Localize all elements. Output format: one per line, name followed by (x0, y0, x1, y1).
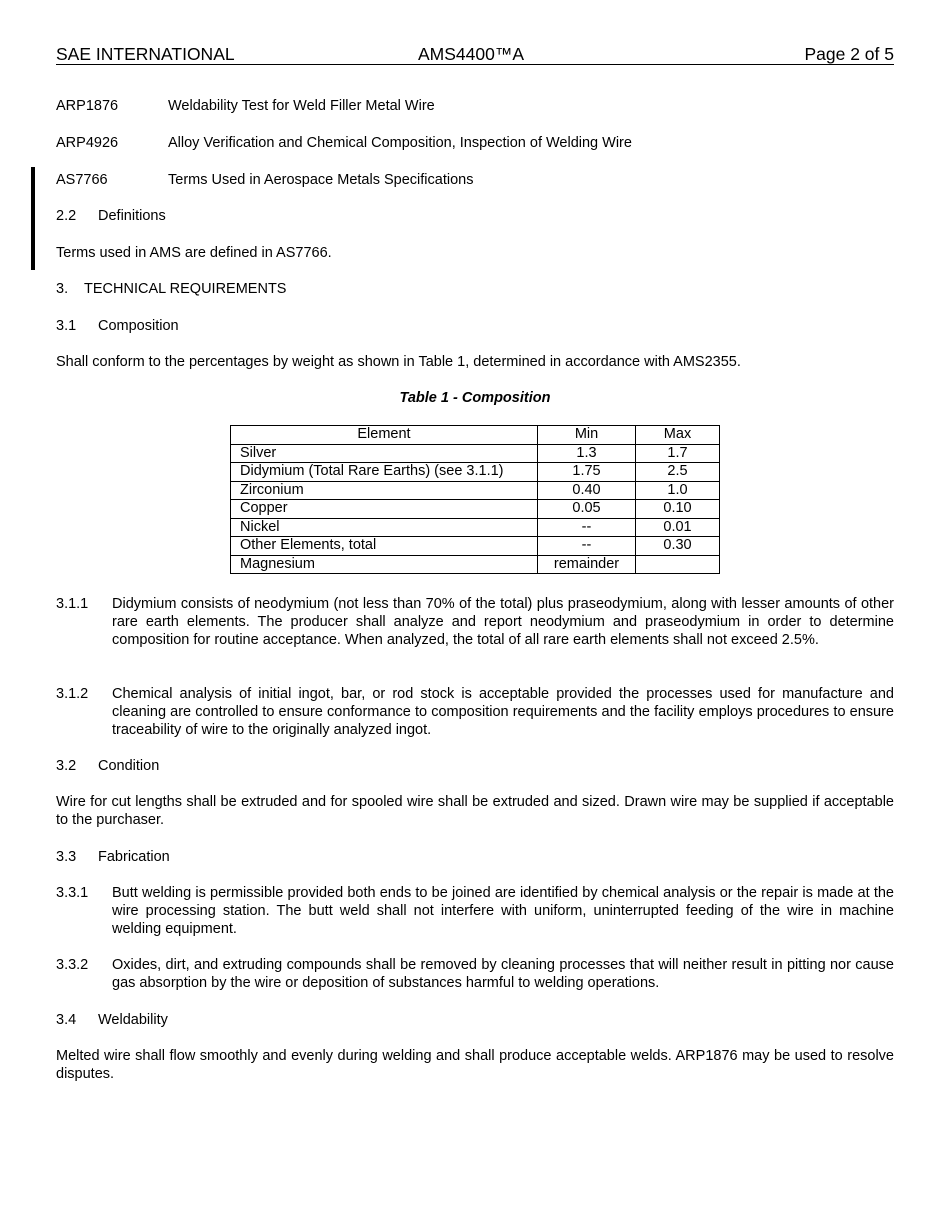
cell-max: 2.5 (636, 463, 720, 482)
column-header-max: Max (636, 426, 720, 445)
table-row (231, 537, 720, 556)
cell-element: Magnesium (231, 555, 538, 574)
composition-table (230, 425, 720, 574)
cell-max: 0.10 (636, 500, 720, 519)
page-header (56, 44, 894, 65)
cell-max (636, 555, 720, 574)
section-heading-3 (56, 280, 286, 298)
cell-min: remainder (538, 555, 636, 574)
cell-element: Other Elements, total (231, 537, 538, 556)
cell-min: 1.75 (538, 463, 636, 482)
paragraph-number: 3.3.2 (56, 957, 89, 973)
table-row (231, 555, 720, 574)
section-heading-3-3 (56, 848, 170, 866)
section-number: 3.1 (56, 318, 77, 334)
reference-title: Alloy Verification and Chemical Composition, Inspection of Welding Wire (168, 135, 632, 151)
reference-title: Terms Used in Aerospace Metals Specifications (168, 172, 474, 188)
paragraph-text: Didymium consists of neodymium (not less than 70% of the total) plus praseodymium, along with lesser amounts of other rare earth elements. The producer shall analyze and report neodymium and praseodymium in order to determine composition for routine acceptance. When analyzed, the total of all rare earth elements shall not exceed 2.5%. (112, 596, 894, 648)
cell-element: Copper (231, 500, 538, 519)
cell-min: 1.3 (538, 444, 636, 463)
table-header-row (231, 426, 720, 445)
paragraph-3-3-1 (56, 884, 894, 938)
section-heading-2-2 (56, 207, 166, 225)
table-row (231, 518, 720, 537)
section-title: Composition (98, 318, 179, 334)
cell-element: Zirconium (231, 481, 538, 500)
paragraph-3-3-2 (56, 956, 894, 992)
paragraph-number: 3.1.2 (56, 686, 89, 702)
definitions-text: Terms used in AMS are defined in AS7766. (56, 245, 332, 261)
reference-code: ARP4926 (56, 135, 119, 151)
paragraph-text: Chemical analysis of initial ingot, bar, or rod stock is acceptable provided the processes used for manufacture and cleaning are controlled to ensure conformance to composition requirements and the facility employs procedures to ensure traceability of wire to the originally analyzed ingot. (112, 686, 894, 738)
reference-code: ARP1876 (56, 98, 119, 114)
section-heading-3-4 (56, 1011, 168, 1029)
weldability-text: Melted wire shall flow smoothly and evenly during welding and shall produce acceptable welds. ARP1876 may be used to resolve disputes. (56, 1048, 894, 1082)
section-number: 2.2 (56, 208, 77, 224)
table-row (231, 481, 720, 500)
section-number: 3.2 (56, 758, 77, 774)
section-title: Definitions (98, 208, 166, 224)
section-title: Weldability (98, 1012, 168, 1028)
paragraph-3-1-1 (56, 595, 894, 649)
paragraph-text: Oxides, dirt, and extruding compounds shall be removed by cleaning processes that will neither result in pitting nor cause gas absorption by the wire or deposition of substances harmful to welding operations. (112, 957, 894, 991)
cell-max: 0.30 (636, 537, 720, 556)
cell-min: -- (538, 518, 636, 537)
section-title: Condition (98, 758, 160, 774)
column-header-element: Element (231, 426, 538, 445)
table-row (231, 463, 720, 482)
section-number: 3.4 (56, 1012, 77, 1028)
header-page-number: Page 2 of 5 (804, 44, 894, 64)
header-doc-number: AMS4400™A (418, 44, 525, 64)
column-header-min: Min (538, 426, 636, 445)
condition-text: Wire for cut lengths shall be extruded and for spooled wire shall be extruded and sized. Drawn wire may be supplied if acceptable to the purchaser. (56, 794, 894, 828)
paragraph-3-1-2 (56, 685, 894, 739)
paragraph-number: 3.3.1 (56, 885, 89, 901)
cell-min: -- (538, 537, 636, 556)
header-org: SAE INTERNATIONAL (56, 44, 235, 64)
cell-element: Silver (231, 444, 538, 463)
reference-code: AS7766 (56, 172, 108, 188)
reference-title: Weldability Test for Weld Filler Metal Wire (168, 98, 435, 114)
section-title: Fabrication (98, 849, 170, 865)
paragraph-text: Butt welding is permissible provided both ends to be joined are identified by chemical analysis or the repair is made at the wire processing station. The butt weld shall not interfere with uniform, uninterrupted feeding of the wire in machine welding equipment. (112, 885, 894, 937)
cell-element: Didymium (Total Rare Earths) (see 3.1.1) (231, 463, 538, 482)
table-row (231, 500, 720, 519)
section-heading-3-2 (56, 757, 159, 775)
cell-min: 0.05 (538, 500, 636, 519)
table-caption: Table 1 - Composition (399, 390, 551, 406)
cell-max: 1.0 (636, 481, 720, 500)
table-row (231, 444, 720, 463)
cell-element: Nickel (231, 518, 538, 537)
section-title: TECHNICAL REQUIREMENTS (84, 281, 287, 297)
section-heading-3-1 (56, 317, 179, 335)
paragraph-number: 3.1.1 (56, 596, 89, 612)
section-number: 3.3 (56, 849, 77, 865)
cell-min: 0.40 (538, 481, 636, 500)
cell-max: 1.7 (636, 444, 720, 463)
section-number: 3. (56, 281, 69, 297)
cell-max: 0.01 (636, 518, 720, 537)
composition-text: Shall conform to the percentages by weight as shown in Table 1, determined in accordance with AMS2355. (56, 354, 741, 370)
revision-change-bar (31, 167, 35, 270)
